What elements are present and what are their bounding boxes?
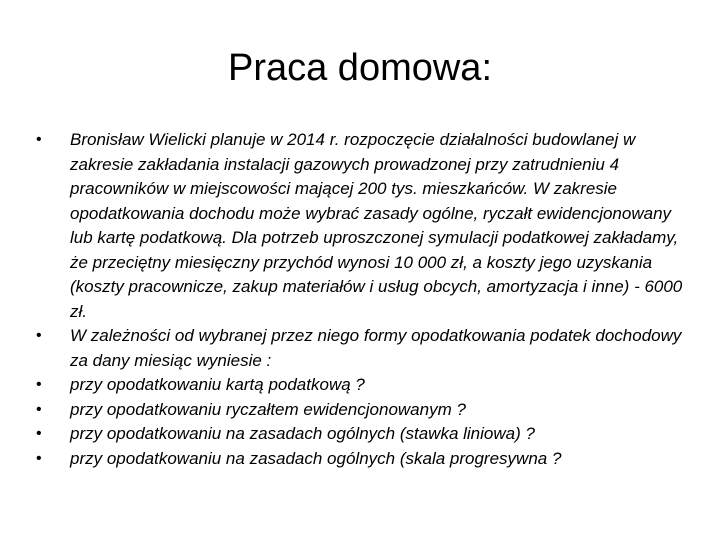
slide-title: Praca domowa:: [227, 47, 492, 89]
list-item: [36, 373, 696, 398]
list-item: [36, 128, 696, 324]
bullet-text: przy opodatkowaniu ryczałtem ewidencjonowanym ?: [70, 399, 466, 419]
list-item: [36, 324, 696, 373]
bullet-icon: •: [36, 376, 42, 393]
bullet-text: Bronisław Wielicki planuje w 2014 r. rozpoczęcie działalności budowlanej w zakresie zakładania instalacji gazowych prowadzonej przy zatrudnieniu 4 pracowników w miejscowości mającej 200 tys. mieszkańców. W zakresie opodatkowania dochodu może wybrać zasady ogólne, ryczałt ewidencjonowany lub kartę podatkową. Dla potrzeb uproszczonej symulacji podatkowej zakładamy, że przeciętny miesięczny przychód wynosi 10 000 zł, a koszty jego uzyskania (koszty pracownicze, zakup materiałów i usług obcych, amortyzacja i inne) - 6000 zł.: [70, 130, 683, 321]
bullet-icon: •: [36, 327, 42, 344]
bullet-text: przy opodatkowaniu na zasadach ogólnych (skala progresywna ?: [70, 448, 562, 468]
bullet-text: przy opodatkowaniu kartą podatkową ?: [70, 375, 365, 394]
list-item: [36, 398, 696, 423]
bullet-list: [36, 128, 696, 471]
bullet-text: W zależności od wybranej przez niego formy opodatkowania podatek dochodowy za dany miesiąc wyniesie :: [70, 326, 682, 370]
bullet-icon: •: [36, 131, 42, 148]
list-item: [36, 422, 696, 447]
bullet-icon: •: [36, 425, 42, 442]
list-item: [36, 447, 696, 472]
bullet-icon: •: [36, 449, 42, 467]
bullet-icon: •: [36, 400, 42, 418]
bullet-text: przy opodatkowaniu na zasadach ogólnych (stawka liniowa) ?: [70, 424, 535, 443]
